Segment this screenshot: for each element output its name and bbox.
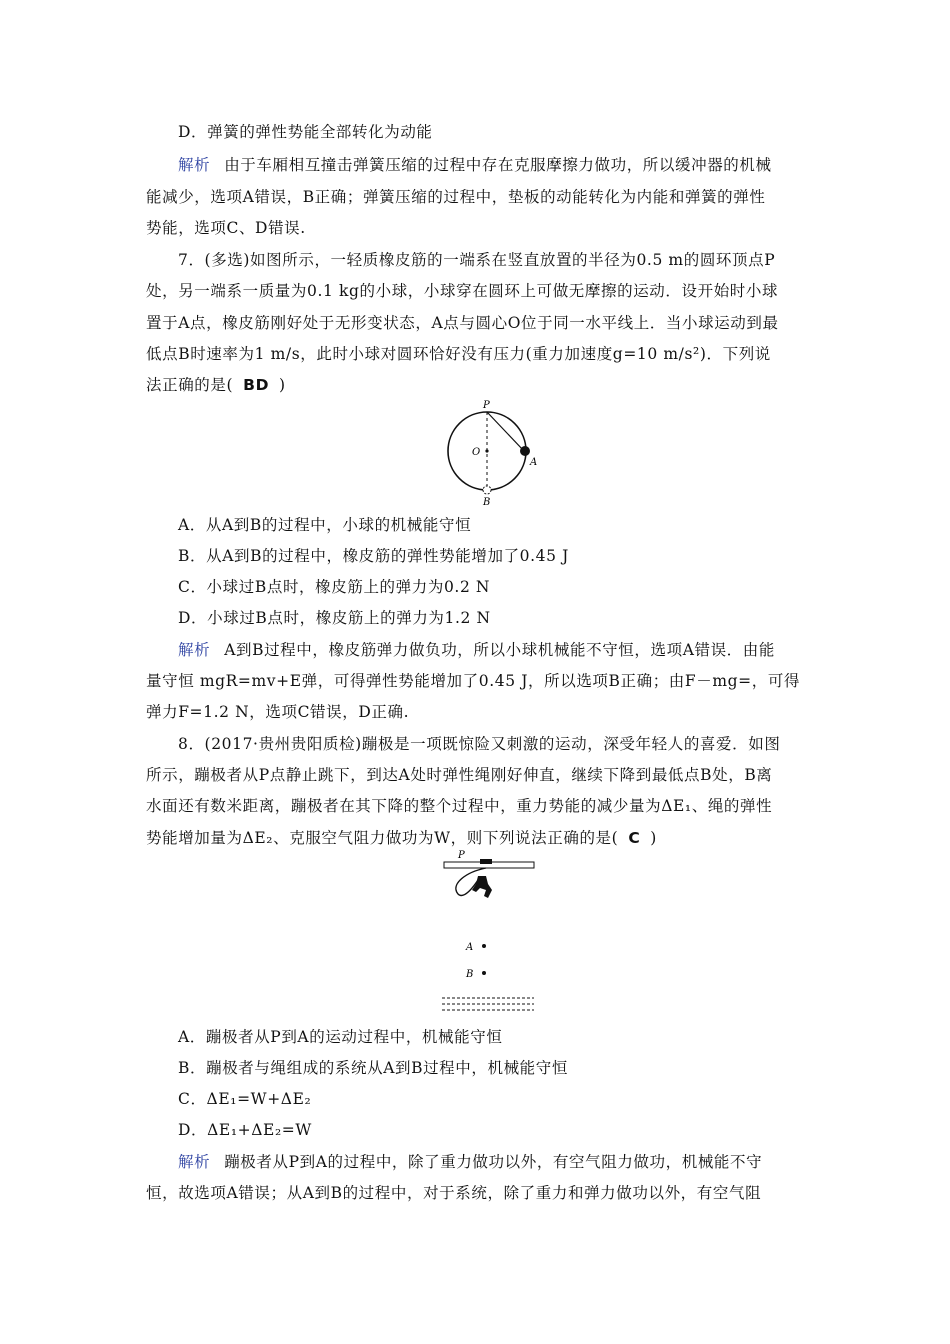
label-a: A	[530, 457, 538, 468]
point-b-marker	[483, 486, 491, 494]
line-20: A．蹦极者从P到A的运动过程中，机械能守恒	[178, 1028, 503, 1046]
line-0: D．弹簧的弹性势能全部转化为动能	[178, 123, 433, 141]
analysis-label: 解析	[178, 641, 211, 659]
point-b	[482, 971, 486, 975]
platform-mount	[480, 859, 492, 864]
line-13: 解析 A到B过程中，橡皮筋弹力做负功，所以小球机械能不守恒，选项A错误．由能	[178, 641, 775, 659]
line-19: 势能增加量为ΔE₂、克服空气阻力做功为W，则下列说法正确的是( C )	[146, 829, 657, 847]
line-18: 水面还有数米距离，蹦极者在其下降的整个过程中，重力势能的减少量为ΔE₁、绳的弹性	[146, 797, 773, 815]
line-2: 能减少，选项A错误，B正确；弹簧压缩的过程中，垫板的动能转化为内能和弹簧的弹性	[146, 188, 766, 206]
line-4: 7．(多选)如图所示，一轻质橡皮筋的一端系在竖直放置的半径为0.5 m的圆环顶点P	[178, 251, 776, 269]
line-12: D．小球过B点时，橡皮筋上的弹力为1.2 N	[178, 609, 491, 627]
line-3: 势能，选项C、D错误.	[146, 219, 306, 237]
answer-8: C	[628, 829, 641, 847]
label-a: A	[466, 942, 474, 953]
analysis-label: 解析	[178, 1153, 211, 1171]
line-14: 量守恒 mgR=mv+E弹，可得弹性势能增加了0.45 J，所以选项B正确；由F－mg=，可得	[146, 672, 801, 690]
line-23: D．ΔE₁+ΔE₂=W	[178, 1121, 312, 1139]
line-1: 解析 由于车厢相互撞击弹簧压缩的过程中存在克服摩擦力做功，所以缓冲器的机械	[178, 156, 772, 174]
ball-at-a	[520, 446, 530, 456]
label-b: B	[466, 969, 474, 980]
label-o: O	[472, 447, 481, 458]
line-6: 置于A点，橡皮筋刚好处于无形变状态，A点与圆心O位于同一水平线上．当小球运动到最	[146, 314, 779, 332]
jumper-figure	[472, 876, 492, 898]
line-5: 处，另一端系一质量为0.1 kg的小球，小球穿在圆环上可做无摩擦的运动．设开始时小球	[146, 282, 779, 300]
line-11: C．小球过B点时，橡皮筋上的弹力为0.2 N	[178, 578, 491, 596]
label-p: P	[483, 400, 490, 411]
line-25: 恒，故选项A错误；从A到B的过程中，对于系统，除了重力和弹力做功以外，有空气阻	[146, 1184, 762, 1202]
line-8: 法正确的是( BD )	[146, 376, 286, 394]
analysis-label: 解析	[178, 156, 211, 174]
ring-figure	[440, 398, 550, 510]
answer-7: BD	[243, 376, 270, 394]
center-point	[485, 449, 488, 452]
line-17: 所示，蹦极者从P点静止跳下，到达A处时弹性绳刚好伸直，继续下降到最低点B处，B离	[146, 766, 773, 784]
label-b: B	[483, 497, 491, 508]
line-9: A．从A到B的过程中，小球的机械能守恒	[178, 516, 472, 534]
line-15: 弹力F=1.2 N，选项C错误，D正确.	[146, 703, 410, 721]
line-21: B．蹦极者与绳组成的系统从A到B过程中，机械能守恒	[178, 1059, 568, 1077]
rubber-band-line	[487, 412, 524, 451]
line-24: 解析 蹦极者从P到A的过程中，除了重力做功以外，有空气阻力做功，机械能不守	[178, 1153, 763, 1171]
line-16: 8．(2017·贵州贵阳质检)蹦极是一项既惊险又刺激的运动，深受年轻人的喜爱．如图	[178, 735, 781, 753]
label-p: P	[458, 850, 465, 861]
line-7: 低点B时速率为1 m/s，此时小球对圆环恰好没有压力(重力加速度g=10 m/s²)．下列说	[146, 345, 771, 363]
line-22: C．ΔE₁=W+ΔE₂	[178, 1090, 312, 1108]
line-10: B．从A到B的过程中，橡皮筋的弹性势能增加了0.45 J	[178, 547, 569, 565]
bungee-figure	[436, 846, 546, 1016]
point-a	[482, 944, 486, 948]
